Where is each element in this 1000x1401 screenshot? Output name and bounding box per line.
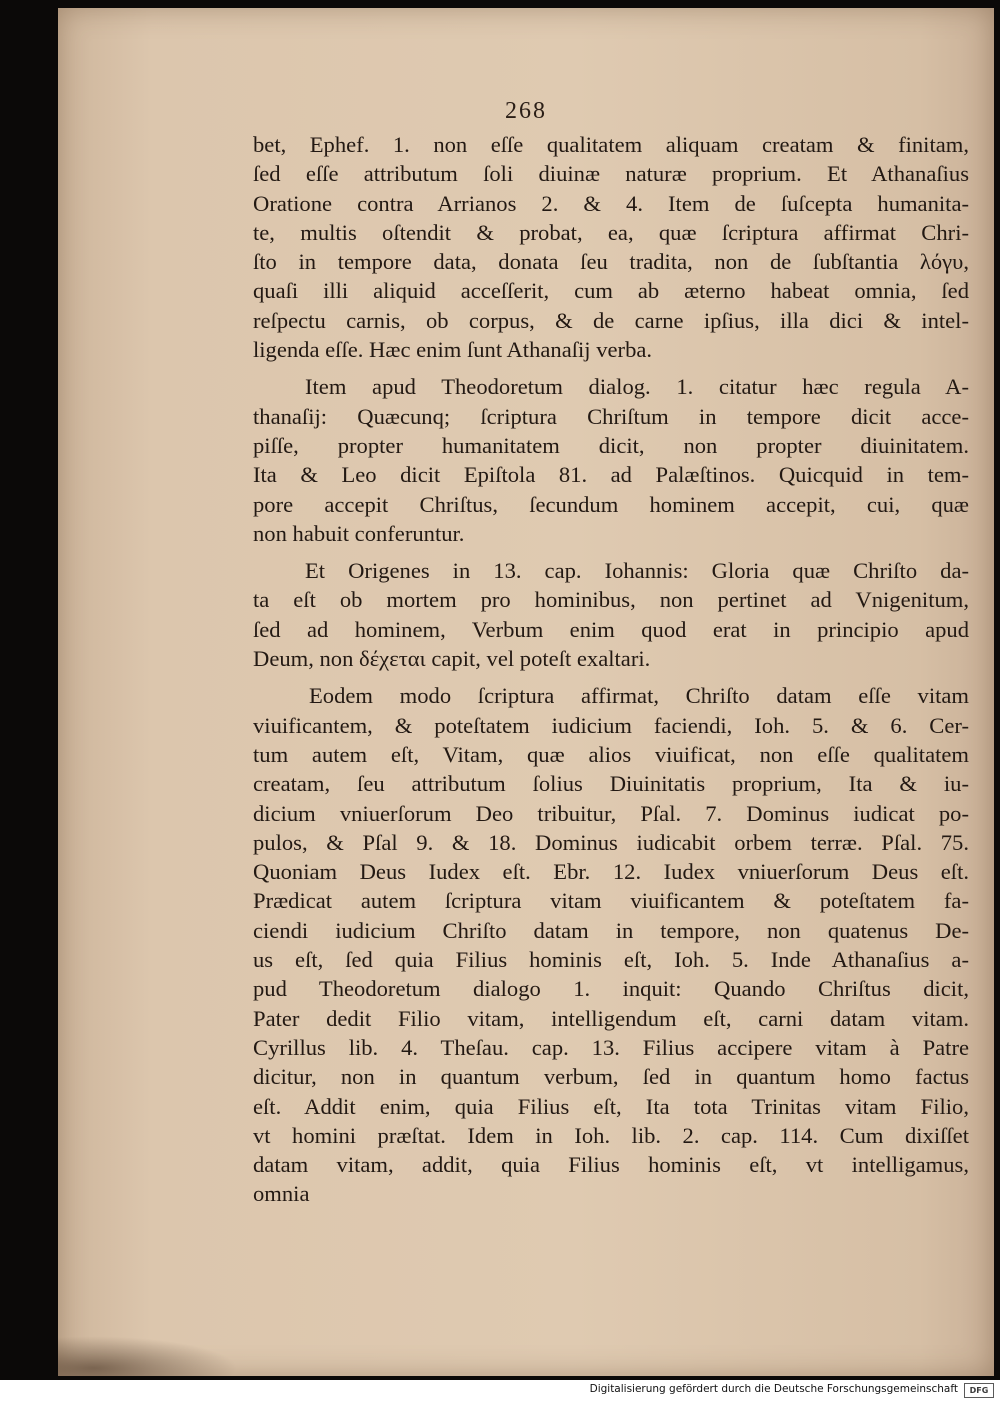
text-line: Quoniam Deus Iudex eſt. Ebr. 12. Iudex vniuerſorum Deus eſt. <box>253 859 969 885</box>
text-line: bet, Ephef. 1. non eſſe qualitatem aliquam creatam & finitam, <box>253 132 969 157</box>
text-line: piſſe, propter humanitatem dicit, non propter diuinitatem. <box>253 432 969 458</box>
text-line: ſto in tempore data, donata ſeu tradita, non de ſubſtantia λόγυ, <box>253 249 969 275</box>
page-text <box>253 130 969 1217</box>
text-line: Item apud Theodoretum dialog. 1. citatur hæc regula A- <box>305 374 969 400</box>
text-line: eſt. Addit enim, quia Filius eſt, Ita tota Trinitas vitam Filio, <box>253 1093 969 1119</box>
text-line: te, multis oſtendit & probat, ea, quæ ſcriptura affirmat Chri- <box>253 219 969 245</box>
footer-bar <box>0 1380 1000 1401</box>
digitization-credit: Digitalisierung gefördert durch die Deutsche Forschungsgemeinschaft <box>589 1383 958 1395</box>
text-line: creatam, ſeu attributum ſolius Diuinitatis proprium, Ita & iu- <box>253 771 969 797</box>
paragraph <box>253 681 969 1208</box>
page-number: 268 <box>505 98 547 124</box>
text-line: Oratione contra Arrianos 2. & 4. Item de ſuſcepta humanita- <box>253 190 969 216</box>
text-line: ligenda eſſe. Hæc enim ſunt Athanaſij verba. <box>253 337 653 363</box>
text-line: dicium vniuerſorum Deo tribuitur, Pſal. 7. Dominus iudicat po- <box>253 800 969 826</box>
paragraph <box>253 130 969 364</box>
text-line: Cyrillus lib. 4. Theſau. cap. 13. Filius accipere vitam à Patre <box>253 1034 969 1060</box>
text-line: viuificantem, & poteſtatem iudicium faciendi, Ioh. 5. & 6. Cer- <box>253 712 969 738</box>
text-line: Deum, non δέχεται capit, vel poteſt exaltari. <box>253 646 651 672</box>
text-line: Eodem modo ſcriptura affirmat, Chriſto datam eſſe vitam <box>309 683 969 709</box>
text-line: ta eſt ob mortem pro hominibus, non pertinet ad Vnigenitum, <box>253 587 969 613</box>
dfg-logo: DFG <box>964 1383 994 1398</box>
text-line: pud Theodoretum dialogo 1. inquit: Quando Chriſtus dicit, <box>253 976 969 1002</box>
text-line: ſed eſſe attributum ſoli diuinæ naturæ proprium. Et Athanaſius <box>253 161 969 187</box>
text-line: quaſi illi aliquid acceſſerit, cum ab æterno habeat omnia, ſed <box>253 278 969 304</box>
text-line: vt homini præſtat. Idem in Ioh. lib. 2. cap. 114. Cum dixiſſet <box>253 1122 969 1148</box>
text-line: pore accepit Chriſtus, ſecundum hominem accepit, cui, quæ <box>253 491 969 517</box>
text-line: Prædicat autem ſcriptura vitam viuificantem & poteſtatem fa- <box>253 888 969 914</box>
text-line: Et Origenes in 13. cap. Iohannis: Gloria quæ Chriſto da- <box>305 558 969 584</box>
text-line: ſed ad hominem, Verbum enim quod erat in principio apud <box>253 616 969 642</box>
text-line: us eſt, ſed quia Filius hominis eſt, Ioh. 5. Inde Athanaſius a- <box>253 947 969 973</box>
text-line: pulos, & Pſal 9. & 18. Dominus iudicabit orbem terræ. Pſal. 75. <box>253 829 969 855</box>
text-line: datam vitam, addit, quia Filius hominis eſt, vt intelligamus, <box>253 1152 969 1178</box>
text-line: tum autem eſt, Vitam, quæ alios viuificat, non eſſe qualitatem <box>253 741 969 767</box>
text-line: dicitur, non in quantum verbum, ſed in quantum homo factus <box>253 1064 969 1090</box>
text-line: Ita & Leo dicit Epiſtola 81. ad Palæſtinos. Quicquid in tem- <box>253 462 969 488</box>
catchword: omnia <box>253 1181 310 1207</box>
text-line: Pater dedit Filio vitam, intelligendum eſt, carni datam vitam. <box>253 1005 969 1031</box>
paragraph <box>253 372 969 548</box>
text-line: reſpectu carnis, ob corpus, & de carne ipſius, illa dici & intel- <box>253 307 969 333</box>
text-line: non habuit conferuntur. <box>253 520 465 546</box>
paragraph <box>253 556 969 673</box>
text-line: thanaſij: Quæcunq; ſcriptura Chriſtum in tempore dicit acce- <box>253 403 969 429</box>
page-stain <box>58 1336 238 1376</box>
text-line: ciendi iudicium Chriſto datam in tempore, non quatenus De- <box>253 917 969 943</box>
